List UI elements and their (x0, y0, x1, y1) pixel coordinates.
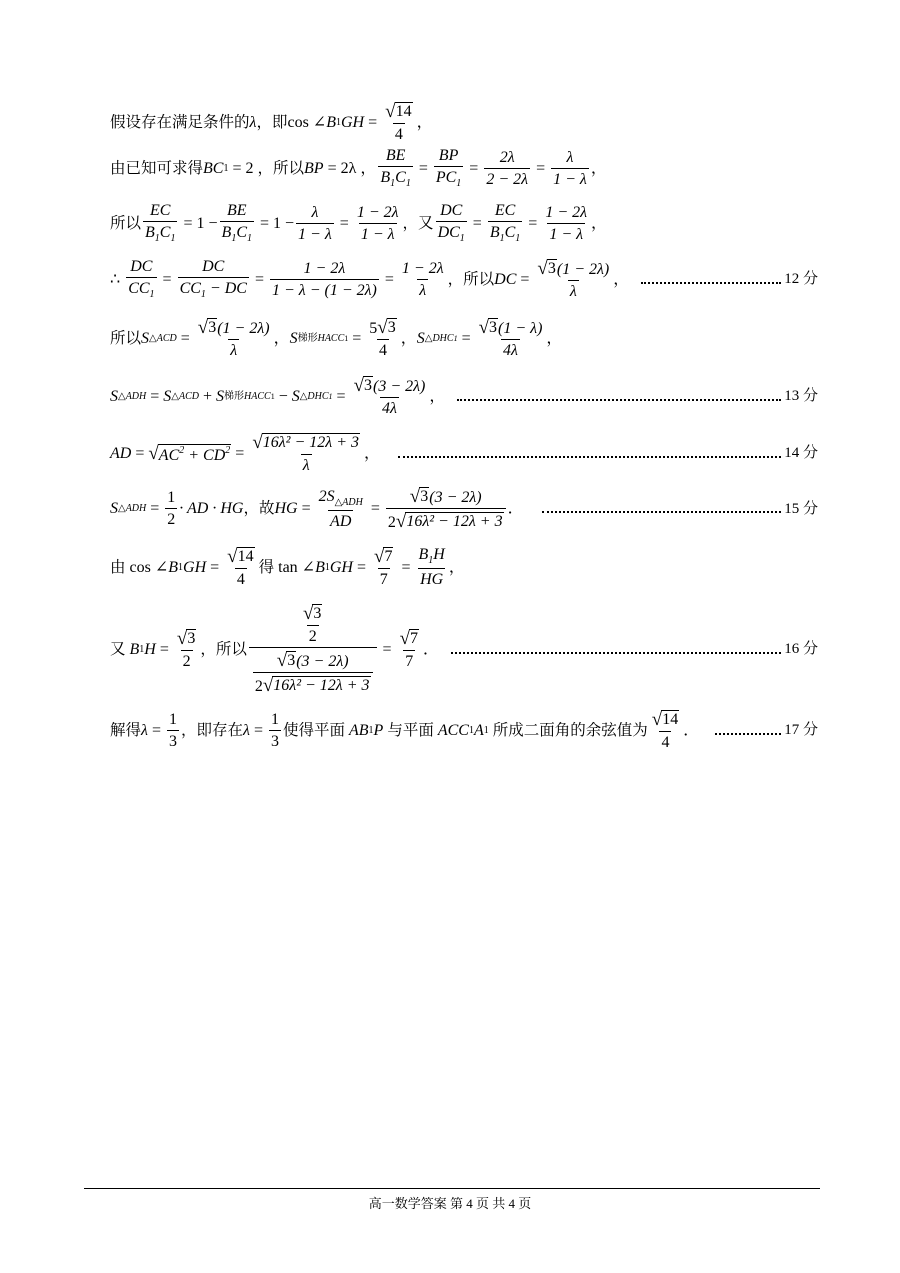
var: C (236, 224, 247, 241)
coefficient: 2 (387, 514, 396, 531)
equals: = (384, 270, 394, 288)
denominator: 2 (165, 508, 177, 528)
lambda: λ (141, 721, 148, 739)
var: B (326, 113, 336, 131)
fraction: √ 3 (1 − λ) 4λ (478, 317, 543, 359)
numerator: BE (226, 202, 247, 219)
radicand: 7 (410, 630, 418, 647)
plus: + (184, 446, 204, 464)
denominator: 1 − λ (359, 223, 397, 243)
denominator: 2 − 2λ (484, 168, 530, 188)
exponent: 2 (179, 444, 185, 456)
fraction (165, 490, 177, 528)
equals: = (159, 640, 169, 658)
numerator: EC (494, 202, 516, 219)
subscript: 1 (335, 116, 341, 128)
subscript: △ADH (118, 390, 147, 402)
var: GH (340, 113, 365, 131)
fraction: √ 7 7 (399, 628, 418, 670)
equals: = (401, 558, 411, 576)
fraction: √ 3 2 (176, 628, 196, 670)
radicand: 14 (395, 103, 412, 120)
numerator: (1 − λ) (498, 320, 543, 337)
score-label: 17 分 (784, 722, 818, 738)
fraction: $\frac{DC}{DC_1}$ (437, 202, 465, 244)
numerator: 1 − 2λ (303, 259, 346, 277)
text: 所成二面角的余弦值为 (492, 721, 648, 739)
numerator: (3 − 2λ) (429, 489, 482, 506)
var: S (416, 329, 425, 347)
subscript: 1 (368, 724, 374, 736)
subscript: 梯形 (224, 390, 245, 402)
text: 又 (110, 640, 126, 658)
denominator: 2 (181, 650, 193, 670)
punct: ， (429, 387, 446, 405)
numerator: DC (202, 258, 225, 275)
equals: = (536, 159, 546, 177)
equals: = (150, 500, 160, 517)
radicand: 16λ² − 12λ + 3 (262, 434, 359, 451)
fraction (317, 489, 365, 530)
var: ACC (437, 721, 469, 739)
var: B (129, 640, 140, 658)
punct: ， (590, 159, 607, 177)
punct: ， (360, 159, 377, 177)
angle-symbol: ∠ (301, 558, 316, 576)
var: C (504, 224, 516, 241)
text: ，所以 (200, 640, 247, 658)
equals: = (382, 640, 392, 658)
subscript: 1 (483, 724, 489, 736)
text: 解得 (110, 721, 142, 739)
text: ，所以 (257, 159, 305, 177)
solution-line-7: AD = √ $AC^2 + CD^2$ = √ 16λ² − 12λ + 3 λ ， 14 分 (110, 432, 818, 474)
var: S (163, 387, 172, 405)
compound-fraction: √ 3 2 √ 3 (3 − 2λ) 2 √ 16λ² − 12λ + 3 (249, 604, 377, 695)
solution-line-2 (110, 148, 818, 189)
denominator: 3 (167, 730, 179, 750)
footer-rule (84, 1188, 820, 1189)
text: ，即 (256, 113, 288, 131)
equals: = (418, 159, 428, 177)
numerator: BE (385, 147, 406, 164)
term: 1 − (196, 214, 218, 232)
punct: ， (400, 329, 417, 347)
equals: = (210, 558, 220, 576)
equals: = (469, 159, 479, 177)
var: AD (110, 444, 132, 462)
text: ，又 (402, 214, 434, 232)
numerator: 1 − 2λ (356, 203, 399, 221)
fraction: √ 16λ² − 12λ + 3 λ (252, 432, 359, 474)
fraction: $\frac{B_1H}{HG}$ (418, 546, 445, 588)
var: H (433, 546, 445, 563)
var: S (141, 329, 150, 347)
subscript: 1 (178, 561, 184, 573)
fraction (296, 205, 334, 243)
radicand: 3 (208, 319, 217, 336)
equals: = (183, 214, 193, 232)
text: 由已知可求得 (110, 159, 204, 177)
equals: = (520, 270, 530, 288)
radicand: 7 (384, 548, 393, 565)
denominator: λ (568, 280, 579, 300)
var: DC (494, 270, 517, 288)
numerator: (3 − 2λ) (296, 653, 349, 670)
punct: ． (683, 721, 700, 739)
equals: = (135, 444, 145, 462)
fraction (270, 261, 379, 299)
subscript: △ADH (334, 496, 363, 508)
radicand: 14 (237, 548, 254, 565)
var: GH (329, 558, 353, 576)
var: PC (435, 169, 457, 186)
radicand: 3 (187, 630, 196, 647)
angle-symbol: ∠ (312, 113, 327, 131)
equals: = (151, 721, 161, 739)
subscript: HACC (244, 390, 271, 402)
var: AC (158, 446, 180, 464)
equals: = (368, 113, 378, 131)
solution-line-10 (110, 604, 818, 695)
denominator: 4 (235, 568, 247, 588)
equals: = (461, 329, 471, 347)
equals: = (370, 500, 380, 517)
fraction: √ 14 4 (385, 101, 412, 143)
subscript: △ADH (118, 503, 147, 514)
var: A (473, 721, 484, 739)
punct: ， (273, 329, 290, 347)
numerator: DC (440, 202, 463, 219)
fraction (543, 205, 589, 243)
radicand: 3 (387, 319, 396, 336)
denominator: 7 (378, 568, 390, 588)
fraction: √ 3 (3 − 2λ) 2 √ 16λ² − 12λ + 3 (386, 487, 506, 531)
therefore-symbol: ∴ (110, 270, 121, 288)
punct: ， (364, 444, 381, 462)
fraction (551, 150, 589, 188)
score-label: 15 分 (784, 500, 818, 517)
fraction: √ 3 (1 − 2λ) λ (537, 258, 610, 300)
fraction: $\frac{DC}{CC_1 - DC}$ (179, 258, 247, 300)
var: − DC (205, 280, 247, 297)
numerator: 2λ (499, 148, 515, 166)
denominator: 1 − λ − (1 − 2λ) (270, 279, 379, 299)
subscript: 梯形 (297, 332, 318, 344)
var: B (489, 224, 500, 241)
fraction: $\frac{BE}{B_1C_1}$ (221, 202, 252, 244)
cos: cos (287, 113, 309, 131)
var: B (145, 224, 155, 241)
score-label: 14 分 (784, 445, 818, 461)
var: B (315, 558, 325, 576)
subscript: 1 (324, 561, 330, 573)
denominator: 4 (393, 123, 405, 143)
coefficient: 5 (369, 320, 378, 337)
numerator: λ (566, 148, 574, 166)
radicand: 3 (420, 488, 429, 505)
lambda: λ (243, 721, 250, 739)
numerator: 1 (168, 710, 177, 728)
equals: = (356, 558, 366, 576)
denominator: λ (301, 454, 312, 474)
text: ，故 (243, 500, 275, 518)
fraction: $\frac{EC}{B_1C_1}$ (145, 202, 176, 244)
punct: ， (546, 329, 563, 347)
text: ，即存在 (180, 721, 243, 739)
fraction (269, 712, 281, 750)
leader-dots (398, 456, 781, 458)
var: S (291, 387, 300, 405)
equals: = (150, 387, 160, 405)
equation: = 2λ (327, 159, 357, 177)
text: 由 (110, 558, 126, 576)
solution-line-5: 所以 S △ACD = √ 3 (1 − 2λ) λ ， S 梯形HACC1 = 5 √ 3 4 ， S △DHC1 = √ 3 (1 − λ) 4λ ， (110, 317, 563, 359)
denominator: 1 − λ (551, 168, 589, 188)
subscript: 1 (223, 162, 229, 174)
numerator: 1 (270, 710, 279, 728)
var: BC (203, 159, 224, 177)
var: B (221, 224, 232, 241)
denominator: AD (328, 510, 353, 530)
numerator: (1 − 2λ) (556, 261, 610, 278)
leader-dots (542, 511, 782, 513)
minus: − (278, 387, 288, 405)
denominator: 4λ (380, 397, 399, 417)
equals: = (352, 329, 362, 347)
var: C (159, 224, 171, 241)
fraction: 5 √ 3 4 (369, 317, 396, 359)
var: CD (203, 446, 226, 464)
lambda: λ (249, 113, 257, 131)
punct: ． (423, 640, 440, 658)
equals: = (235, 444, 245, 462)
text: 所以 (110, 329, 142, 347)
fraction (400, 261, 446, 299)
text: 所以 (110, 214, 142, 232)
fraction: $\frac{EC}{B_1C_1}$ (489, 202, 521, 244)
radicand: 3 (313, 605, 322, 622)
fraction: √ 14 4 (227, 546, 254, 588)
var: BP (304, 159, 324, 177)
equals: = (259, 214, 270, 232)
punct: ， (613, 270, 630, 288)
leader-dots (451, 652, 781, 654)
equals: = (336, 387, 346, 405)
score-label: 13 分 (784, 388, 818, 404)
subscript: △ACD (149, 332, 177, 344)
text: 与平面 (387, 721, 434, 739)
coefficient: 2 (254, 678, 263, 695)
var: DC (437, 224, 460, 241)
var: HG (274, 500, 298, 517)
solution-line-4 (110, 259, 818, 300)
var: S (216, 387, 225, 405)
fraction: √ 3 (1 − 2λ) λ (197, 317, 270, 359)
fraction: $\frac{BE}{B_1C_1}$ (380, 147, 411, 189)
denominator: 1 − λ (547, 223, 585, 243)
equals: = (254, 270, 264, 288)
page-footer: 高一数学答案 第 4 页 共 4 页 (368, 1196, 532, 1211)
equals: = (528, 214, 538, 232)
fraction: √ 14 4 (651, 709, 679, 751)
solution-line-8 (110, 487, 818, 531)
numerator: (1 − 2λ) (217, 320, 270, 337)
text: ，所以 (447, 270, 495, 288)
radicand: 3 (287, 652, 296, 669)
equals: = (339, 214, 349, 232)
fraction (167, 712, 179, 750)
subscript: HACC (317, 332, 345, 344)
solution-line-9 (110, 547, 818, 588)
radicand: 14 (662, 711, 679, 728)
denominator: λ (228, 339, 239, 359)
numerator: 1 − 2λ (545, 203, 588, 221)
numerator: 1 − 2λ (401, 259, 444, 277)
leader-dots (641, 282, 781, 284)
text: 假设存在满足条件的 (110, 113, 250, 131)
score-label: 12 分 (784, 271, 818, 287)
fraction: $\frac{DC}{CC_1}$ (128, 258, 155, 300)
numerator: 2S (318, 487, 335, 505)
denominator: HG (418, 568, 445, 588)
subscript: △ACD (171, 390, 199, 402)
equals: = (162, 270, 172, 288)
solution-line-6: S △ADH = S △ACD + S 梯形HACC1 − S △DHC1 = √ 3 (3 − 2λ) 4λ ， 13 分 (110, 375, 818, 417)
var: CC (128, 280, 150, 297)
numerator: 1 (167, 489, 176, 506)
fraction: √ 3 (3 − 2λ) 4λ (353, 375, 426, 417)
cos: cos (129, 558, 151, 576)
leader-dots (457, 399, 781, 401)
angle-symbol: ∠ (154, 558, 169, 576)
radicand: 3 (489, 319, 498, 336)
fraction (484, 150, 530, 188)
text: 使得平面 (282, 721, 345, 739)
denominator: 7 (403, 650, 415, 670)
fraction: $\frac{BP}{PC_1}$ (435, 147, 462, 189)
denominator: 2 (307, 625, 319, 645)
var: B (418, 546, 429, 563)
equation: = 2 (232, 159, 254, 177)
var: H (144, 640, 156, 658)
var: AB (348, 721, 369, 739)
equals: = (301, 500, 311, 517)
equals: = (180, 329, 190, 347)
var: GH (183, 558, 207, 576)
var: B (168, 558, 179, 576)
fraction: √ 7 7 (374, 546, 393, 588)
denominator: 3 (269, 730, 281, 750)
subscript: △DHC (424, 332, 454, 344)
fraction (355, 205, 401, 243)
tan: tan (278, 558, 298, 576)
punct: ， (591, 214, 608, 232)
var: S (110, 387, 118, 405)
term: 1 − (273, 214, 295, 232)
var: S (110, 500, 118, 517)
var: B (380, 169, 391, 186)
punct: ． (507, 500, 524, 517)
numerator: DC (130, 258, 153, 275)
exponent: 2 (225, 444, 231, 456)
denominator: 4 (659, 731, 671, 751)
solution-line-3 (110, 203, 818, 244)
numerator: BP (438, 147, 459, 164)
score-label: 16 分 (784, 641, 818, 657)
subscript: 1 (468, 724, 474, 736)
subscript: 1 (139, 643, 145, 655)
radicand: 16λ² − 12λ + 3 (273, 677, 370, 694)
equals: = (472, 214, 482, 232)
radicand: 16λ² − 12λ + 3 (406, 513, 503, 530)
denominator: 1 − λ (296, 223, 334, 243)
numerator: (3 − 2λ) (373, 378, 426, 395)
punct: ， (416, 113, 433, 131)
plus: + (202, 387, 213, 405)
numerator: λ (311, 203, 319, 221)
var: S (289, 329, 298, 347)
subscript: △DHC (299, 390, 329, 402)
var: CC (179, 280, 201, 297)
text: 得 (258, 558, 275, 576)
radicand: 3 (364, 377, 372, 394)
denominator: λ (417, 279, 428, 299)
solution-line-1 (110, 102, 818, 143)
equals: = (253, 721, 263, 739)
var: C (395, 169, 406, 186)
punct: ， (448, 558, 465, 576)
var: P (373, 721, 384, 739)
radicand: 3 (547, 260, 556, 277)
leader-dots (715, 733, 781, 735)
denominator: 4λ (501, 339, 520, 359)
solution-line-11 (110, 710, 818, 751)
denominator: 4 (377, 339, 389, 359)
numerator: EC (150, 202, 171, 219)
term: · AD · HG (179, 500, 244, 517)
